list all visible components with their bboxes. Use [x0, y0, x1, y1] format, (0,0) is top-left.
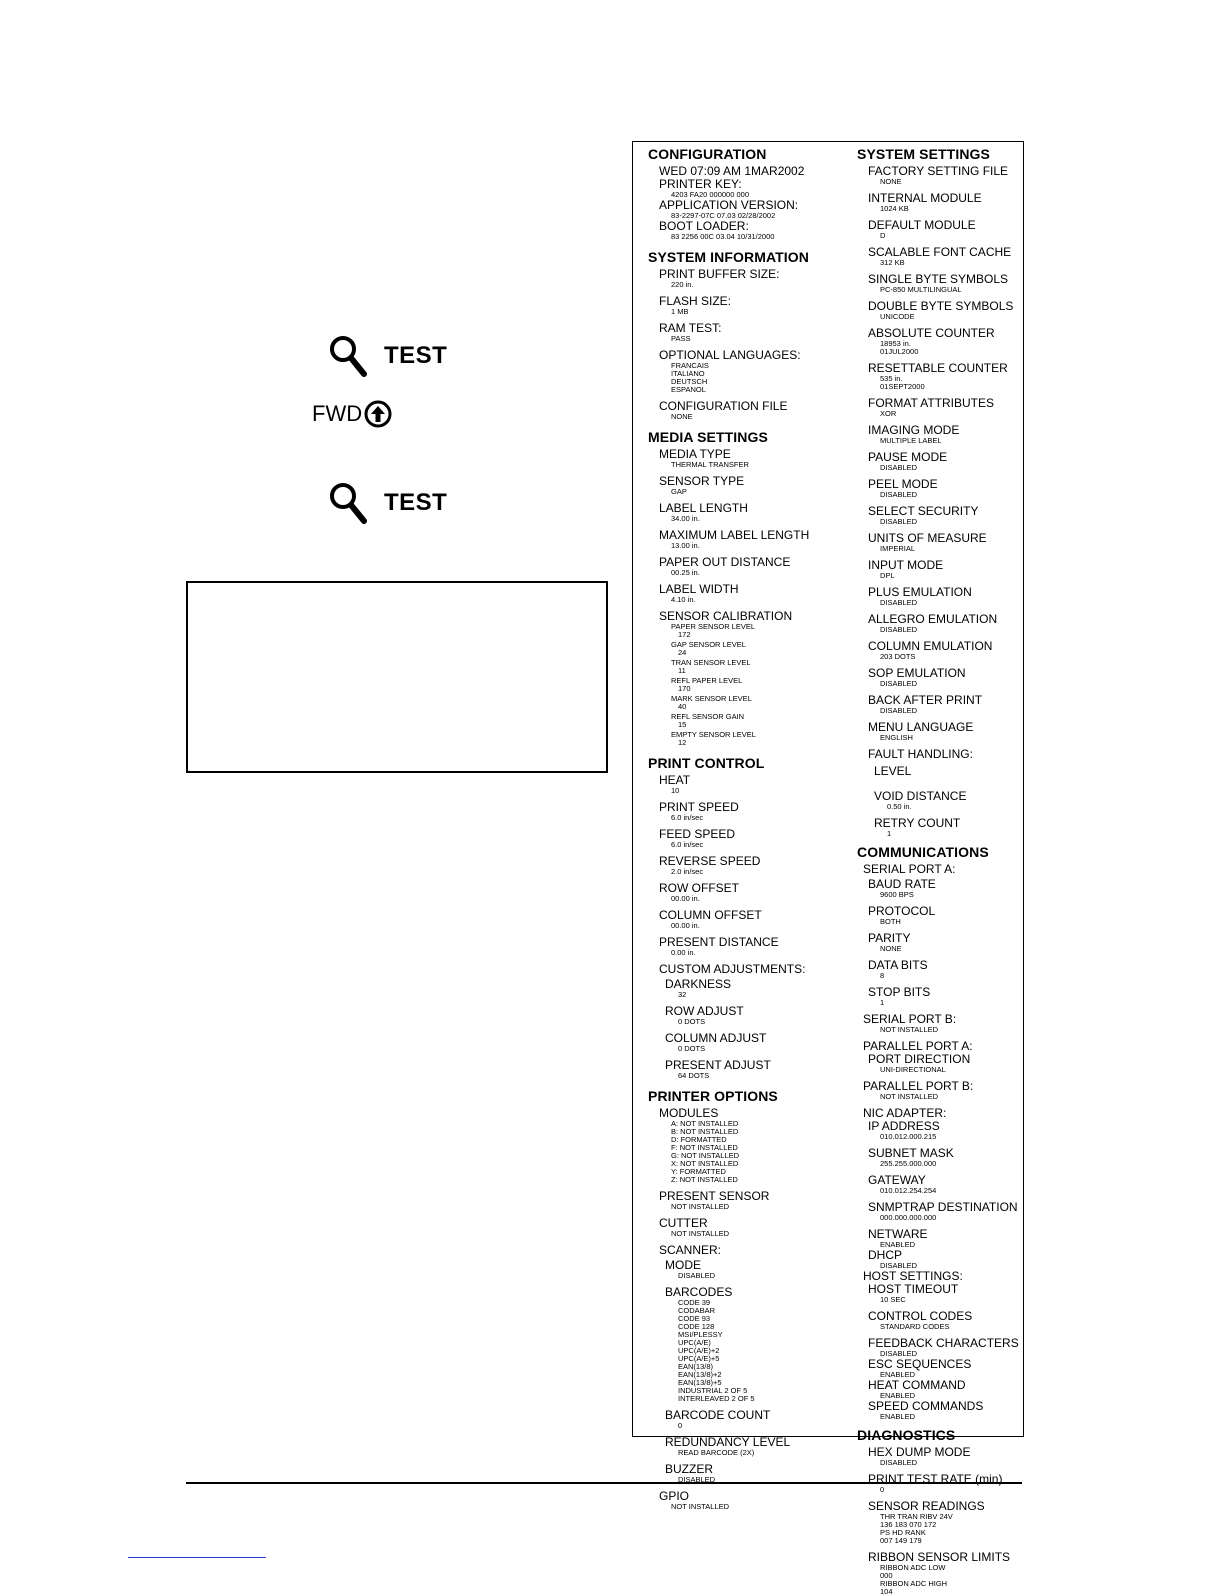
config-value: 13.00 in. [671, 541, 700, 550]
config-value: MSI/PLESSY [678, 1330, 723, 1339]
config-item: FACTORY SETTING FILE [868, 164, 1009, 178]
note-box [186, 581, 608, 773]
config-item: LABEL WIDTH [659, 582, 739, 596]
config-value: 220 in. [671, 280, 694, 289]
config-value: CODE 39 [678, 1298, 711, 1307]
config-value: 010.012.254.254 [880, 1186, 937, 1195]
section-configuration [648, 146, 809, 241]
config-value: TRAN SENSOR LEVEL [671, 658, 751, 667]
config-value: STANDARD CODES [880, 1322, 950, 1331]
config-item: FORMAT ATTRIBUTES [868, 396, 995, 410]
config-value: NONE [880, 944, 902, 953]
config-item: FEEDBACK CHARACTERS [868, 1336, 1019, 1350]
config-item: PLUS EMULATION [868, 585, 972, 599]
config-value: XOR [880, 409, 897, 418]
config-item: PRINT BUFFER SIZE: [659, 267, 780, 281]
config-item: FLASH SIZE: [659, 294, 732, 308]
config-item: SPEED COMMANDS [868, 1399, 984, 1413]
config-value: 172 [678, 630, 691, 639]
magnifier-icon [328, 481, 368, 525]
config-item: SENSOR TYPE [659, 474, 745, 488]
config-value: CODE 93 [678, 1314, 711, 1323]
test-key-label: TEST [384, 489, 448, 516]
config-value: ENGLISH [880, 733, 913, 742]
config-value: CODE 128 [678, 1322, 715, 1331]
config-value: PS HD RANK [880, 1528, 926, 1537]
config-value: CODABAR [678, 1306, 716, 1315]
config-item: PORT DIRECTION [868, 1052, 971, 1066]
config-item: PAUSE MODE [868, 450, 948, 464]
config-value: 000 [880, 1571, 893, 1580]
config-item: COLUMN EMULATION [868, 639, 993, 653]
config-item: NETWARE [868, 1227, 928, 1241]
section-printer-options [648, 1088, 809, 1511]
config-value: THR TRAN RIBV 24V [880, 1512, 953, 1521]
footer-link-underline [128, 1557, 266, 1558]
config-item: REDUNDANCY LEVEL [665, 1435, 791, 1449]
config-item: SNMPTRAP DESTINATION [868, 1200, 1018, 1214]
config-item: BAUD RATE [868, 877, 936, 891]
config-value: NOT INSTALLED [671, 1502, 730, 1511]
config-value: DISABLED [880, 463, 918, 472]
config-item: RESETTABLE COUNTER [868, 361, 1008, 375]
config-value: 0 [880, 1485, 885, 1494]
config-value: NOT INSTALLED [671, 1229, 730, 1238]
config-item: CUTTER [659, 1216, 708, 1230]
config-value: 170 [678, 684, 691, 693]
config-value: 8 [880, 971, 885, 980]
config-item: PROTOCOL [868, 904, 936, 918]
config-item: DARKNESS [665, 977, 732, 991]
config-value: UNI-DIRECTIONAL [880, 1065, 946, 1074]
config-value: UPC(A/E)+2 [678, 1346, 720, 1355]
config-item: SCALABLE FONT CACHE [868, 245, 1012, 259]
config-item: HOST SETTINGS: [863, 1269, 963, 1283]
config-item: IP ADDRESS [868, 1119, 940, 1133]
config-value: F: NOT INSTALLED [671, 1143, 738, 1152]
config-value: 10 SEC [880, 1295, 906, 1304]
fwd-key-label: FWD [312, 401, 363, 426]
config-value: 4.10 in. [671, 595, 696, 604]
config-value: MARK SENSOR LEVEL [671, 694, 752, 703]
config-value: 1 [887, 829, 892, 838]
config-value: 6.0 in/sec [671, 813, 704, 822]
config-value: UNICODE [880, 312, 915, 321]
test-key-label: TEST [384, 342, 448, 369]
config-value: 1 MB [671, 307, 689, 316]
config-item: GPIO [659, 1489, 690, 1503]
config-item: STOP BITS [868, 985, 931, 999]
config-item: DATA BITS [868, 958, 928, 972]
config-item: RIBBON SENSOR LIMITS [868, 1550, 1011, 1564]
config-value: 136 183 070 172 [880, 1520, 937, 1529]
section-diagnostics [857, 1427, 1019, 1596]
config-item: PRINTER KEY: [659, 177, 742, 191]
config-item: HEX DUMP MODE [868, 1445, 971, 1459]
config-value: 10 [671, 786, 680, 795]
config-value: ESPANOL [671, 385, 706, 394]
config-value: DISABLED [880, 598, 918, 607]
config-item: SUBNET MASK [868, 1146, 954, 1160]
config-item: PRESENT SENSOR [659, 1189, 770, 1203]
footer-divider [186, 1482, 1022, 1484]
config-value: 9600 BPS [880, 890, 914, 899]
config-item: PAPER OUT DISTANCE [659, 555, 791, 569]
config-value: 007 149 179 [880, 1536, 922, 1545]
config-item: HEAT [659, 773, 691, 787]
config-value: NONE [880, 177, 902, 186]
config-item: LEVEL [874, 764, 912, 778]
config-item: PARALLEL PORT A: [863, 1039, 973, 1053]
config-value: 6.0 in/sec [671, 840, 704, 849]
config-value: 1024 KB [880, 204, 909, 213]
config-value: 1 [880, 998, 885, 1007]
test-key-1 [328, 334, 447, 378]
config-value: UPC(A/E) [678, 1338, 711, 1347]
config-value: 00.25 in. [671, 568, 700, 577]
config-value: 0 [678, 1421, 683, 1430]
config-item: FAULT HANDLING: [868, 747, 973, 761]
config-value: DISABLED [880, 1458, 918, 1467]
config-value: 203 DOTS [880, 652, 916, 661]
config-item: LABEL LENGTH [659, 501, 748, 515]
config-value: EMPTY SENSOR LEVEL [671, 730, 756, 739]
config-value: MULTIPLE LABEL [880, 436, 942, 445]
config-value: D: FORMATTED [671, 1135, 727, 1144]
config-value: 64 DOTS [678, 1071, 710, 1080]
config-value: 312 KB [880, 258, 905, 267]
config-item: ROW ADJUST [665, 1004, 744, 1018]
config-value: 104 [880, 1587, 893, 1596]
config-value: DISABLED [880, 517, 918, 526]
config-value: READ BARCODE (2X) [678, 1448, 755, 1457]
config-item: APPLICATION VERSION: [659, 198, 799, 212]
section-title: SYSTEM SETTINGS [857, 146, 990, 162]
config-item: INTERNAL MODULE [868, 191, 982, 205]
config-item: RETRY COUNT [874, 816, 961, 830]
config-item: DHCP [868, 1248, 903, 1262]
config-value: ENABLED [880, 1412, 916, 1421]
config-value: GAP [671, 487, 687, 496]
config-item: VOID DISTANCE [874, 789, 967, 803]
config-item: BARCODES [665, 1285, 733, 1299]
config-value: 32 [678, 990, 687, 999]
config-item: MODULES [659, 1106, 719, 1120]
config-item: SCANNER: [659, 1243, 722, 1257]
config-item: MODE [665, 1258, 701, 1272]
config-item: ABSOLUTE COUNTER [868, 326, 995, 340]
section-title: CONFIGURATION [648, 146, 767, 162]
config-value: EAN(13/8) [678, 1362, 714, 1371]
config-value: EAN(13/8)+5 [678, 1378, 722, 1387]
config-value: 0.00 in. [671, 948, 696, 957]
config-item: SENSOR READINGS [868, 1499, 985, 1513]
config-value: DISABLED [880, 679, 918, 688]
config-item: UNITS OF MEASURE [868, 531, 987, 545]
config-value: NOT INSTALLED [671, 1202, 730, 1211]
config-value: 0 DOTS [678, 1044, 706, 1053]
section-title: SYSTEM INFORMATION [648, 249, 809, 265]
config-item: MEDIA TYPE [659, 447, 731, 461]
config-item: BOOT LOADER: [659, 219, 749, 233]
config-value: REFL SENSOR GAIN [671, 712, 745, 721]
section-title: PRINTER OPTIONS [648, 1088, 778, 1104]
config-item: GATEWAY [868, 1173, 926, 1187]
config-item: REVERSE SPEED [659, 854, 761, 868]
config-value: DISABLED [880, 1261, 918, 1270]
config-value: 00.00 in. [671, 894, 700, 903]
config-datetime: WED 07:09 AM 1MAR2002 [659, 164, 805, 178]
config-item: PRESENT DISTANCE [659, 935, 779, 949]
config-value: REFL PAPER LEVEL [671, 676, 743, 685]
config-value: G: NOT INSTALLED [671, 1151, 740, 1160]
config-value: 11 [678, 666, 686, 675]
config-value: 0 DOTS [678, 1017, 706, 1026]
config-value: 255.255.000.000 [880, 1159, 937, 1168]
section-system-information [648, 249, 809, 421]
config-value: GAP SENSOR LEVEL [671, 640, 746, 649]
config-item: SOP EMULATION [868, 666, 966, 680]
config-item: PARITY [868, 931, 911, 945]
config-item: MENU LANGUAGE [868, 720, 974, 734]
config-item: CUSTOM ADJUSTMENTS: [659, 962, 806, 976]
config-value: DISABLED [880, 625, 918, 634]
config-value: 010.012.000.215 [880, 1132, 937, 1141]
config-value: ENABLED [880, 1391, 916, 1400]
config-value: FRANCAIS [671, 361, 709, 370]
config-item: CONTROL CODES [868, 1309, 973, 1323]
config-value: 535 in. [880, 374, 903, 383]
config-value: PAPER SENSOR LEVEL [671, 622, 756, 631]
section-title: COMMUNICATIONS [857, 844, 989, 860]
config-item: SERIAL PORT B: [863, 1012, 957, 1026]
config-item: INPUT MODE [868, 558, 944, 572]
config-value: 24 [678, 648, 687, 657]
config-value: 4203 FA20 000000 000 [671, 190, 749, 199]
config-item: BUZZER [665, 1462, 713, 1476]
config-value: BOTH [880, 917, 901, 926]
config-value: EAN(13/8)+2 [678, 1370, 722, 1379]
config-value: DISABLED [880, 490, 918, 499]
config-value: 34.00 in. [671, 514, 700, 523]
config-value: UPC(A/E)+5 [678, 1354, 720, 1363]
section-title: PRINT CONTROL [648, 755, 765, 771]
config-value: DISABLED [678, 1475, 716, 1484]
config-item: DOUBLE BYTE SYMBOLS [868, 299, 1014, 313]
config-item: PRINT SPEED [659, 800, 739, 814]
fwd-key [312, 400, 392, 428]
config-value: 83-2297-07C 07.03 02/28/2002 [671, 211, 776, 220]
section-title: MEDIA SETTINGS [648, 429, 768, 445]
config-item: BACK AFTER PRINT [868, 693, 983, 707]
config-value: DEUTSCH [671, 377, 708, 386]
config-value: INTERLEAVED 2 OF 5 [678, 1394, 755, 1403]
config-value: B: NOT INSTALLED [671, 1127, 739, 1136]
up-arrow-circle-icon [364, 400, 392, 428]
config-item: PRESENT ADJUST [665, 1058, 771, 1072]
config-value: ENABLED [880, 1240, 916, 1249]
config-value: 2.0 in/sec [671, 867, 704, 876]
config-value: X: NOT INSTALLED [671, 1159, 739, 1168]
test-key-2 [328, 481, 447, 525]
config-item: DEFAULT MODULE [868, 218, 976, 232]
config-value: Z: NOT INSTALLED [671, 1175, 738, 1184]
config-item: SENSOR CALIBRATION [659, 609, 793, 623]
config-item: SERIAL PORT A: [863, 862, 956, 876]
config-value: NOT INSTALLED [880, 1092, 939, 1101]
config-value: DISABLED [880, 706, 918, 715]
config-item: SINGLE BYTE SYMBOLS [868, 272, 1009, 286]
config-item: PRINT TEST RATE (min) [868, 1472, 1003, 1486]
section-system-settings [857, 146, 1019, 838]
config-value: ENABLED [880, 1370, 916, 1379]
config-value: 0.50 in. [887, 802, 912, 811]
section-media-settings [648, 429, 809, 747]
config-item: RAM TEST: [659, 321, 722, 335]
config-right-column [857, 142, 1019, 1596]
config-item: HOST TIMEOUT [868, 1282, 959, 1296]
config-item: COLUMN OFFSET [659, 908, 762, 922]
config-left-column [648, 142, 809, 1517]
config-value: RIBBON ADC HIGH [880, 1579, 948, 1588]
config-item: ROW OFFSET [659, 881, 739, 895]
config-value: RIBBON ADC LOW [880, 1563, 946, 1572]
config-item: PARALLEL PORT B: [863, 1079, 974, 1093]
config-value: 01JUL2000 [880, 347, 919, 356]
config-value: 12 [678, 738, 687, 747]
config-item: SELECT SECURITY [868, 504, 979, 518]
config-value: NOT INSTALLED [880, 1025, 939, 1034]
config-item: OPTIONAL LANGUAGES: [659, 348, 801, 362]
config-value: PASS [671, 334, 691, 343]
config-item: NIC ADAPTER: [863, 1106, 947, 1120]
section-communications [857, 844, 1019, 1421]
config-value: DISABLED [880, 1349, 918, 1358]
config-value: D [880, 231, 886, 240]
config-value: A: NOT INSTALLED [671, 1119, 739, 1128]
config-value: 40 [678, 702, 687, 711]
config-value: PC-850 MULTILINGUAL [880, 285, 962, 294]
config-value: THERMAL TRANSFER [671, 460, 749, 469]
config-item: MAXIMUM LABEL LENGTH [659, 528, 810, 542]
config-item: ESC SEQUENCES [868, 1357, 972, 1371]
magnifier-icon [328, 334, 368, 378]
config-item: COLUMN ADJUST [665, 1031, 767, 1045]
config-item: HEAT COMMAND [868, 1378, 966, 1392]
config-value: 15 [678, 720, 687, 729]
config-value: 00.00 in. [671, 921, 700, 930]
config-value: DISABLED [678, 1271, 716, 1280]
config-value: 83 2256 00C 03.04 10/31/2000 [671, 232, 775, 241]
config-item: CONFIGURATION FILE [659, 399, 788, 413]
configuration-printout [632, 141, 1024, 1596]
config-value: IMPERIAL [880, 544, 916, 553]
config-value: DPL [880, 571, 895, 580]
section-print-control [648, 755, 809, 1080]
config-item: BARCODE COUNT [665, 1408, 771, 1422]
config-value: ITALIANO [671, 369, 705, 378]
section-title: DIAGNOSTICS [857, 1427, 956, 1443]
config-item: FEED SPEED [659, 827, 736, 841]
config-item: IMAGING MODE [868, 423, 960, 437]
config-value: INDUSTRIAL 2 OF 5 [678, 1386, 748, 1395]
config-value: NONE [671, 412, 693, 421]
config-value: 01SEPT2000 [880, 382, 925, 391]
config-value: Y: FORMATTED [671, 1167, 726, 1176]
config-item: PEEL MODE [868, 477, 938, 491]
config-value: 18953 in. [880, 339, 911, 348]
config-item: ALLEGRO EMULATION [868, 612, 998, 626]
config-value: 000.000.000.000 [880, 1213, 937, 1222]
